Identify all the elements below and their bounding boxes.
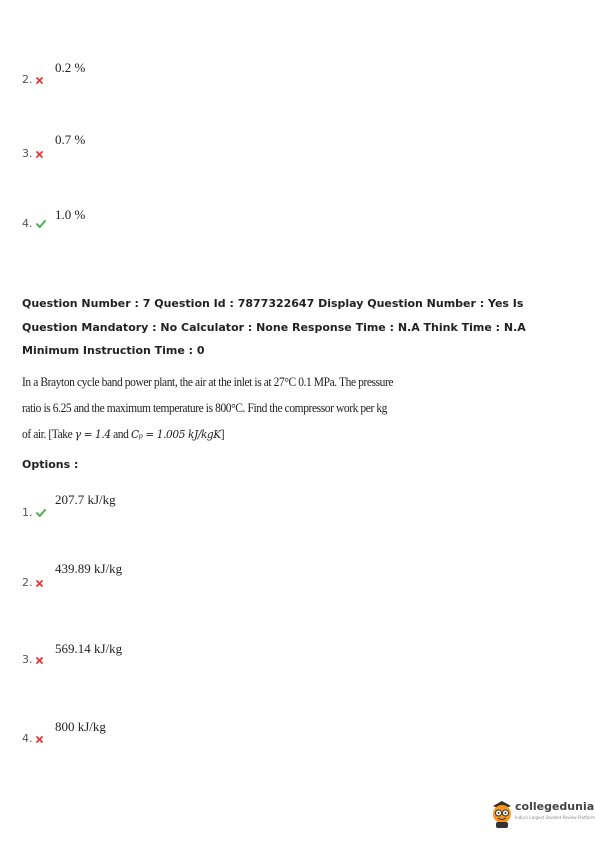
option-number-label: 3. [22,653,33,666]
question-line [22,421,418,447]
option-number [22,217,46,231]
question-line-suffix: ] [220,427,225,441]
option-value: 1.0 % [55,207,86,222]
option-number-label: 1. [22,506,33,519]
logo-name: collegedunia [515,800,595,813]
logo-tagline: India's Largest Student Review Platform [515,815,595,820]
option-number [22,732,43,746]
option-number [22,73,43,87]
collegedunia-logo [489,797,595,831]
option-number-label: 3. [22,147,33,160]
question-text [22,369,418,447]
question-line: ratio is 6.25 and the maximum temperature is 800°C. Find the compressor work per kg [22,401,387,415]
option-value: 207.7 kJ/kg [55,492,116,507]
gamma-expression: γ = 1.4 [74,427,111,441]
option-number-label: 4. [22,732,33,745]
cross-icon [36,74,43,87]
cp-expression: Cₚ = 1.005 kJ/kgK [130,427,221,441]
option-value: 439.89 kJ/kg [55,561,123,576]
question-line-prefix: of air. [Take [22,427,75,441]
cross-icon [36,654,43,667]
option-number [22,506,46,520]
option-number [22,147,43,161]
option-number-label: 2. [22,576,33,589]
option-value: 800 kJ/kg [55,719,106,734]
options-label: Options : [22,458,79,471]
option-number-label: 4. [22,217,33,230]
question-line-mid: and [110,427,131,441]
question-meta: Question Number : 7 Question Id : 7877322647 Display Question Number : Yes Is Question Mandatory : No Calculator : None Response Time : N.A Think Time : N.A Minimum Instruction Time : 0 [22,297,526,357]
option-value: 0.7 % [55,132,86,147]
cross-icon [36,148,43,161]
option-value: 569.14 kJ/kg [55,641,123,656]
option-number-label: 2. [22,73,33,86]
cross-icon [36,733,43,746]
option-number [22,653,43,667]
cross-icon [36,577,43,590]
question-line: In a Brayton cycle band power plant, the air at the inlet is at 27°C 0.1 MPa. The pressure [22,375,394,389]
mascot-icon [489,797,515,829]
option-number [22,576,43,590]
option-value: 0.2 % [55,60,86,75]
check-icon [36,218,46,231]
check-icon [36,507,46,520]
